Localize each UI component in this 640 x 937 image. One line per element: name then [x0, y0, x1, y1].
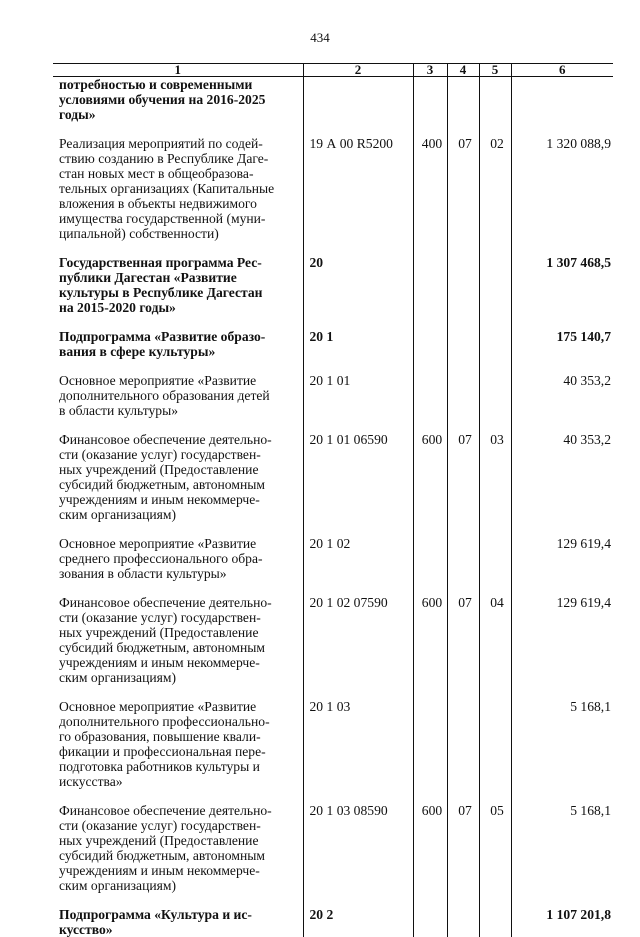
spacer-cell [413, 789, 447, 803]
table-header-row [53, 64, 613, 77]
header-col-1: 1 [53, 64, 303, 77]
row-col3-cell: 600 [413, 803, 447, 893]
row-spacer [53, 581, 613, 595]
row-col4-cell [447, 373, 479, 418]
row-name-cell: потребностью и современными условиями обучения на 2016-2025 годы» [53, 77, 303, 123]
spacer-cell [479, 241, 511, 255]
row-name-cell: Подпрограмма «Развитие образо- вания в сфере культуры» [53, 329, 303, 359]
row-col4-cell: 07 [447, 595, 479, 685]
table-row [53, 373, 613, 418]
row-spacer [53, 789, 613, 803]
spacer-cell [511, 315, 613, 329]
spacer-cell [447, 315, 479, 329]
row-col4-cell [447, 699, 479, 789]
spacer-cell [413, 122, 447, 136]
row-col4-cell [447, 907, 479, 937]
row-code-cell: 20 1 02 07590 [303, 595, 413, 685]
row-sum-cell: 129 619,4 [511, 536, 613, 581]
row-col4-cell [447, 329, 479, 359]
spacer-cell [413, 418, 447, 432]
spacer-cell [53, 241, 303, 255]
spacer-cell [53, 122, 303, 136]
spacer-cell [413, 359, 447, 373]
spacer-cell [447, 418, 479, 432]
row-code-cell [303, 77, 413, 123]
row-col5-cell: 02 [479, 136, 511, 241]
row-sum-cell: 40 353,2 [511, 373, 613, 418]
spacer-cell [447, 522, 479, 536]
row-col5-cell: 04 [479, 595, 511, 685]
row-col4-cell [447, 77, 479, 123]
spacer-cell [447, 122, 479, 136]
row-spacer [53, 241, 613, 255]
row-sum-cell: 175 140,7 [511, 329, 613, 359]
row-spacer [53, 122, 613, 136]
spacer-cell [303, 418, 413, 432]
table-row [53, 136, 613, 241]
spacer-cell [413, 522, 447, 536]
row-code-cell: 20 [303, 255, 413, 315]
row-col3-cell [413, 373, 447, 418]
spacer-cell [53, 359, 303, 373]
spacer-cell [479, 789, 511, 803]
row-col3-cell: 600 [413, 432, 447, 522]
spacer-cell [511, 241, 613, 255]
row-col5-cell [479, 907, 511, 937]
spacer-cell [511, 122, 613, 136]
spacer-cell [479, 359, 511, 373]
row-sum-cell: 129 619,4 [511, 595, 613, 685]
table-row [53, 77, 613, 123]
spacer-cell [413, 685, 447, 699]
spacer-cell [479, 418, 511, 432]
spacer-cell [303, 581, 413, 595]
spacer-cell [479, 581, 511, 595]
row-name-cell: Государственная программа Рес- публики Дагестан «Развитие культуры в Республике Дагестан на 2015-2020 годы» [53, 255, 303, 315]
row-col5-cell: 05 [479, 803, 511, 893]
spacer-cell [511, 418, 613, 432]
row-spacer [53, 359, 613, 373]
spacer-cell [53, 685, 303, 699]
row-name-cell: Финансовое обеспечение деятельно- сти (оказание услуг) государствен- ных учреждений (Предоставление субсидий бюджетным, автономным учреждениям и иным некоммерче- ским организациям) [53, 803, 303, 893]
spacer-cell [53, 522, 303, 536]
row-col5-cell [479, 77, 511, 123]
table-row [53, 803, 613, 893]
table-row [53, 595, 613, 685]
spacer-cell [303, 359, 413, 373]
table-row [53, 329, 613, 359]
header-col-3: 3 [413, 64, 447, 77]
row-code-cell: 20 1 [303, 329, 413, 359]
row-code-cell: 19 А 00 R5200 [303, 136, 413, 241]
spacer-cell [413, 315, 447, 329]
table-body [53, 77, 613, 937]
spacer-cell [303, 315, 413, 329]
row-col5-cell [479, 329, 511, 359]
spacer-cell [511, 359, 613, 373]
row-col3-cell [413, 329, 447, 359]
row-name-cell: Подпрограмма «Культура и ис- кусство» [53, 907, 303, 937]
table-row [53, 536, 613, 581]
row-col5-cell [479, 699, 511, 789]
budget-table [53, 63, 613, 937]
spacer-cell [303, 241, 413, 255]
spacer-cell [511, 685, 613, 699]
spacer-cell [413, 581, 447, 595]
spacer-cell [413, 241, 447, 255]
table-row [53, 907, 613, 937]
header-col-2: 2 [303, 64, 413, 77]
table-row [53, 699, 613, 789]
spacer-cell [511, 581, 613, 595]
table-row [53, 432, 613, 522]
row-col4-cell: 07 [447, 432, 479, 522]
row-code-cell: 20 2 [303, 907, 413, 937]
row-name-cell: Финансовое обеспечение деятельно- сти (оказание услуг) государствен- ных учреждений (Предоставление субсидий бюджетным, автономным учреждениям и иным некоммерче- ским организациям) [53, 432, 303, 522]
row-sum-cell [511, 77, 613, 123]
row-code-cell: 20 1 03 [303, 699, 413, 789]
row-col3-cell: 600 [413, 595, 447, 685]
row-col3-cell: 400 [413, 136, 447, 241]
spacer-cell [303, 789, 413, 803]
row-col4-cell: 07 [447, 803, 479, 893]
row-name-cell: Реализация мероприятий по содей- ствию созданию в Республике Даге- стан новых мест в общеобразова- тельных организациях (Капитальные вложения в объекты недвижимого имущества государственной (муни- ципальной) собственности) [53, 136, 303, 241]
spacer-cell [479, 522, 511, 536]
header-col-4: 4 [447, 64, 479, 77]
row-sum-cell: 1 307 468,5 [511, 255, 613, 315]
row-name-cell: Основное мероприятие «Развитие среднего профессионального обра- зования в области культуры» [53, 536, 303, 581]
row-col3-cell [413, 699, 447, 789]
spacer-cell [53, 581, 303, 595]
spacer-cell [511, 789, 613, 803]
spacer-cell [303, 685, 413, 699]
spacer-cell [303, 122, 413, 136]
row-col5-cell [479, 536, 511, 581]
spacer-cell [53, 315, 303, 329]
row-sum-cell: 40 353,2 [511, 432, 613, 522]
row-col3-cell [413, 77, 447, 123]
spacer-cell [511, 522, 613, 536]
spacer-cell [479, 122, 511, 136]
table-row [53, 255, 613, 315]
header-col-6: 6 [511, 64, 613, 77]
spacer-cell [447, 359, 479, 373]
row-spacer [53, 685, 613, 699]
row-code-cell: 20 1 02 [303, 536, 413, 581]
spacer-cell [447, 685, 479, 699]
page-number: 434 [0, 30, 640, 46]
row-code-cell: 20 1 03 08590 [303, 803, 413, 893]
row-spacer [53, 315, 613, 329]
header-col-5: 5 [479, 64, 511, 77]
spacer-cell [479, 315, 511, 329]
row-col5-cell: 03 [479, 432, 511, 522]
row-sum-cell: 5 168,1 [511, 803, 613, 893]
row-col5-cell [479, 373, 511, 418]
row-col4-cell [447, 255, 479, 315]
spacer-cell [447, 789, 479, 803]
spacer-cell [303, 522, 413, 536]
row-code-cell: 20 1 01 06590 [303, 432, 413, 522]
spacer-cell [479, 685, 511, 699]
row-col3-cell [413, 907, 447, 937]
row-name-cell: Основное мероприятие «Развитие дополнительного профессионально- го образования, повышение квали- фикации и профессиональная пере- подготовка работников культуры и искусства» [53, 699, 303, 789]
spacer-cell [53, 418, 303, 432]
row-sum-cell: 5 168,1 [511, 699, 613, 789]
row-name-cell: Финансовое обеспечение деятельно- сти (оказание услуг) государствен- ных учреждений (Предоставление субсидий бюджетным, автономным учреждениям и иным некоммерче- ским организациям) [53, 595, 303, 685]
row-col4-cell: 07 [447, 136, 479, 241]
row-sum-cell: 1 320 088,9 [511, 136, 613, 241]
row-col5-cell [479, 255, 511, 315]
spacer-cell [447, 241, 479, 255]
spacer-cell [447, 581, 479, 595]
row-name-cell: Основное мероприятие «Развитие дополнительного образования детей в области культуры» [53, 373, 303, 418]
row-sum-cell: 1 107 201,8 [511, 907, 613, 937]
row-code-cell: 20 1 01 [303, 373, 413, 418]
row-col4-cell [447, 536, 479, 581]
row-spacer [53, 418, 613, 432]
row-col3-cell [413, 536, 447, 581]
row-col3-cell [413, 255, 447, 315]
row-spacer [53, 522, 613, 536]
spacer-cell [53, 789, 303, 803]
